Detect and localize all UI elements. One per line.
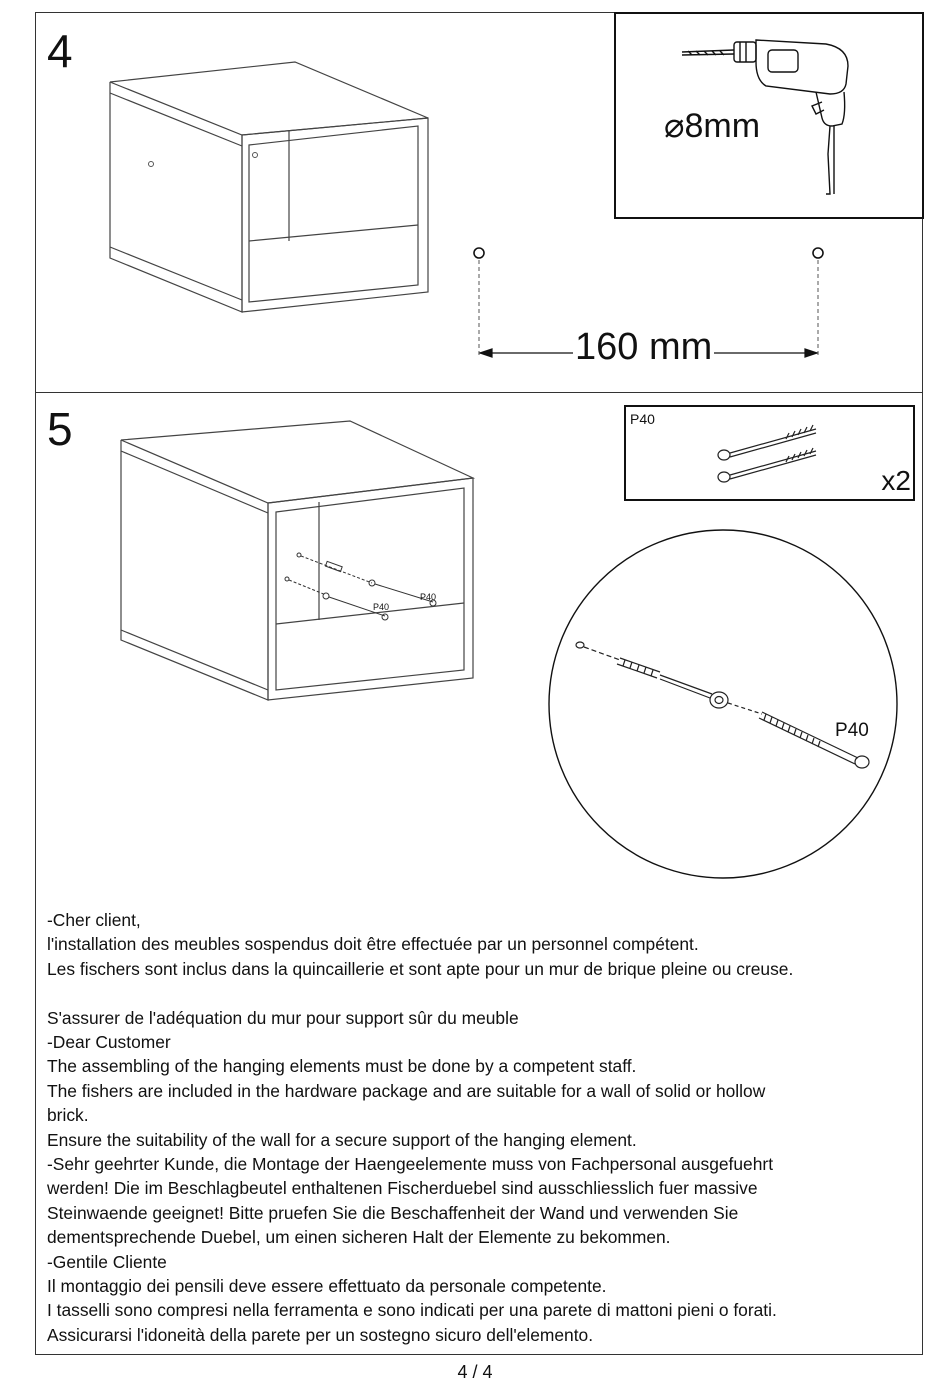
note-line: brick. bbox=[47, 1105, 89, 1126]
note-line: The assembling of the hanging elements must be done by a competent staff. bbox=[47, 1056, 637, 1077]
note-line: S'assurer de l'adéquation du mur pour support sûr du meuble bbox=[47, 1007, 519, 1028]
note-line: l'installation des meubles sospendus doit être effectuée par un personnel compétent. bbox=[47, 934, 699, 955]
hole-marker-icon bbox=[474, 248, 484, 258]
step-4-number: 4 bbox=[47, 25, 73, 77]
hole-distance-label: 160 mm bbox=[575, 326, 713, 368]
parts-quantity: x2 bbox=[881, 465, 911, 496]
note-spacer bbox=[47, 981, 917, 1005]
hole-marker-icon bbox=[813, 248, 823, 258]
note-line: dementsprechende Duebel, um einen sicheren Halt der Elemente zu bekommen. bbox=[47, 1227, 671, 1248]
note-line: -Cher client, bbox=[47, 910, 141, 930]
parts-code: P40 bbox=[630, 411, 655, 427]
note-line: Assicurarsi l'idoneità della parete per un sostegno sicuro dell'elemento. bbox=[47, 1324, 594, 1345]
note-line: -Dear Customer bbox=[47, 1032, 171, 1053]
drill-size-label: ⌀8mm bbox=[664, 107, 761, 145]
note-line: Steinwaende geeignet! Bitte pruefen Sie die Beschaffenheit der Wand und verwenden Sie bbox=[47, 1202, 739, 1223]
note-line: Ensure the suitability of the wall for a secure support of the hanging element. bbox=[47, 1129, 637, 1150]
wall-plug-icon bbox=[617, 658, 660, 678]
safety-notes bbox=[47, 908, 917, 1347]
page-number: 4 / 4 bbox=[457, 1362, 493, 1382]
step-5-number: 5 bbox=[47, 403, 73, 455]
note-line: The fishers are included in the hardware package and are suitable for a wall of solid or hollow bbox=[47, 1080, 766, 1101]
note-line: I tasselli sono compresi nella ferramenta e sono indicati per una parete di mattoni pieni o forati. bbox=[47, 1300, 777, 1321]
hole-spacing-diagram bbox=[0, 0, 950, 400]
wall-hole bbox=[576, 642, 584, 648]
note-line: -Sehr geehrter Kunde, die Montage der Haengeelemente muss von Fachpersonal ausgefuehrt bbox=[47, 1154, 774, 1175]
screw-zoom-detail bbox=[0, 520, 950, 920]
screw-label-lower: P40 bbox=[373, 602, 390, 612]
note-line: Il montaggio dei pensili deve essere effettuato da personale competente. bbox=[47, 1276, 607, 1297]
screw-label-upper: P40 bbox=[420, 592, 437, 602]
note-line: Les fischers sont inclus dans la quincaillerie et sont apte pour un mur de brique pleine ou creuse. bbox=[47, 958, 794, 979]
note-line: -Gentile Cliente bbox=[47, 1251, 167, 1272]
zoom-screw-label: P40 bbox=[835, 720, 869, 741]
note-line: werden! Die im Beschlagbeutel enthaltenen Fischerduebel sind ausschliesslich fuer massive bbox=[47, 1178, 758, 1199]
